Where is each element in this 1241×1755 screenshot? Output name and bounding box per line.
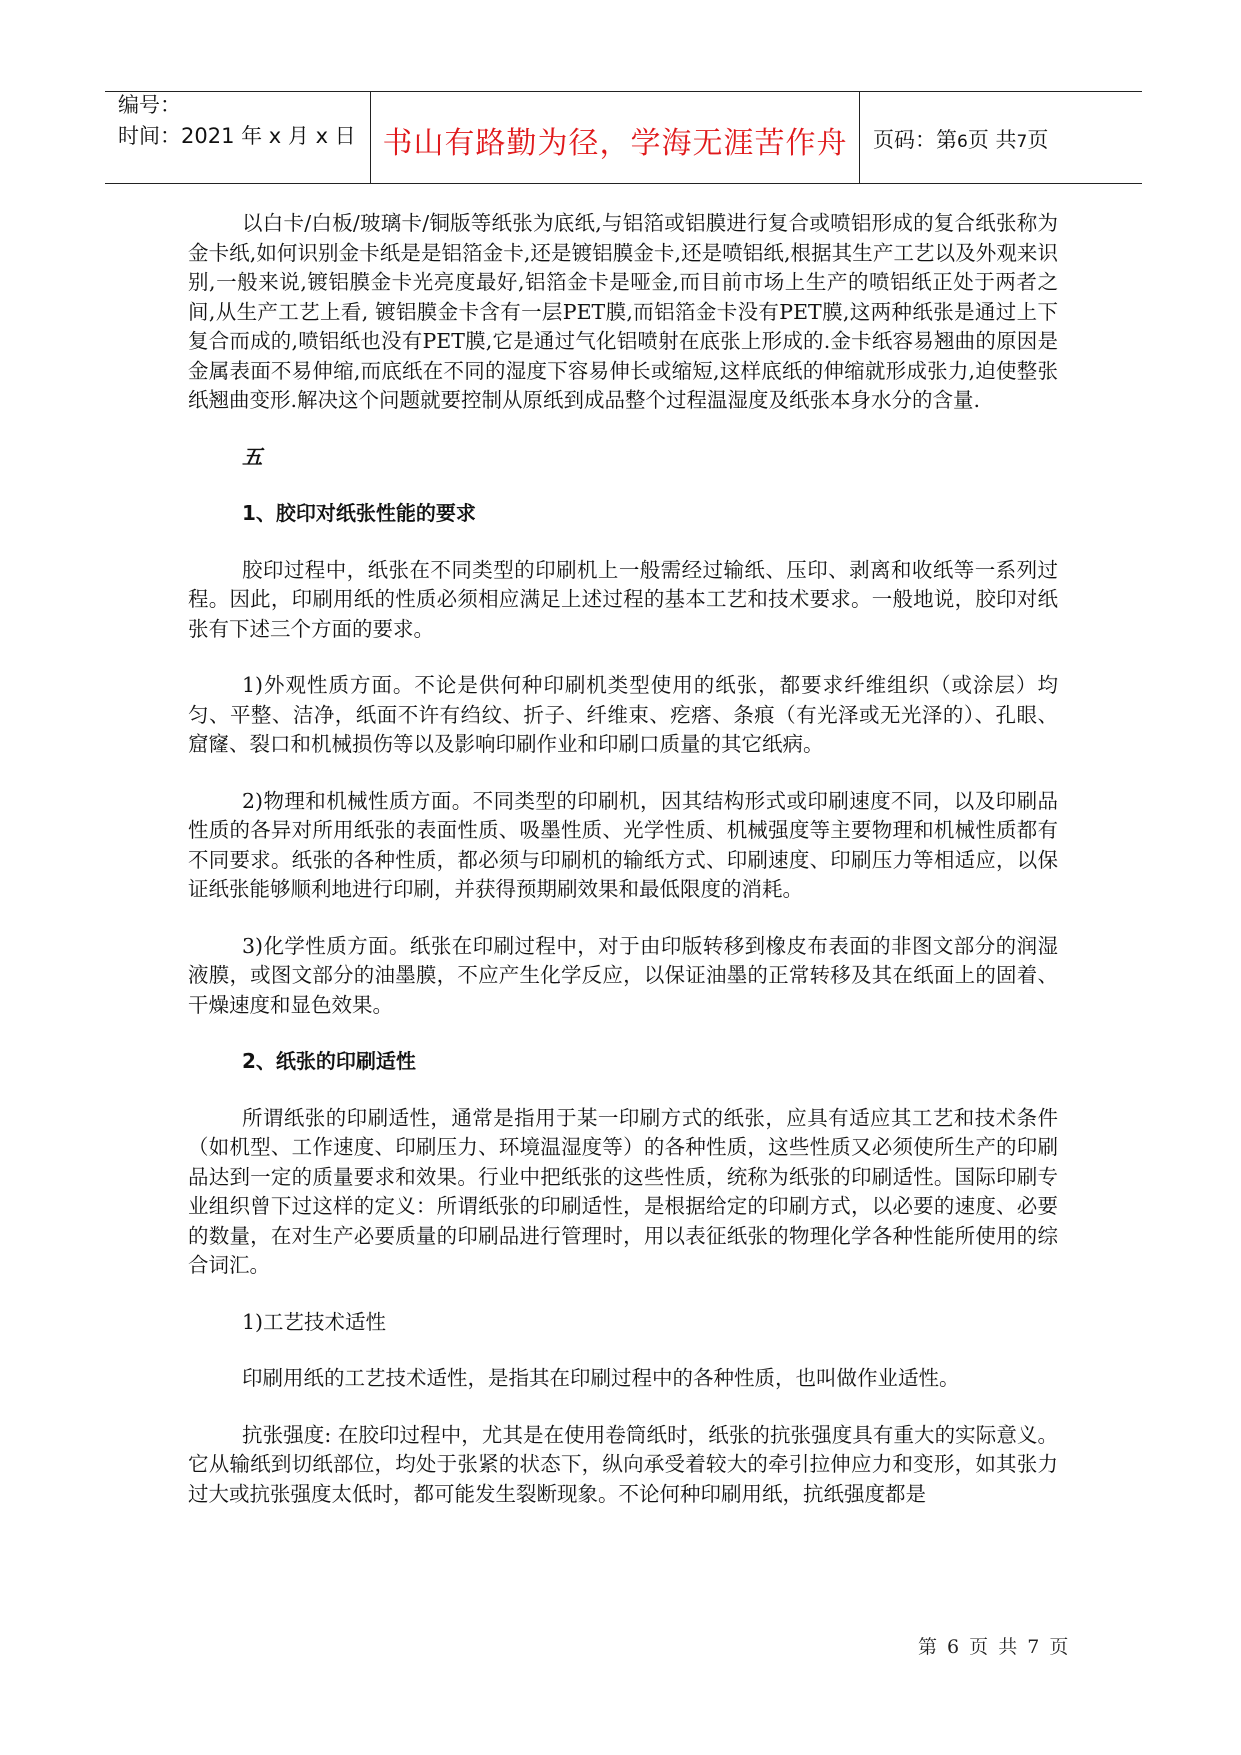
document-time: 时间：2021 年 x 月 x 日 [118,124,356,148]
document-number-label: 编号： [118,93,181,117]
paragraph-printability-definition: 所谓纸张的印刷适性，通常是指用于某一印刷方式的纸张，应具有适应其工艺和技术条件（如机型、工作速度、印刷压力、环境温湿度等）的各种性质，这些性质又必须使所生产的印刷品达到一定的质量要求和效果。行业中把纸张的这些性质，统称为纸张的印刷适性。国际印刷专业组织曾下过这样的定义：所谓纸张的印刷适性，是根据给定的印刷方式，以必要的速度、必要的数量，在对生产必要质量的印刷品进行管理时，用以表征纸张的物理化学各种性能所使用的综合词汇。 [188,1105,1058,1277]
paragraph-tensile-strength: 抗张强度: 在胶印过程中，尤其是在使用卷筒纸时，纸张的抗张强度具有重大的实际意义。它从输纸到切纸部位，均处于张紧的状态下，纵向承受着较大的牵引拉伸应力和变形，如其张力过大或抗张强度太低时，都可能发生裂断现象。不论何种印刷用纸，抗纸强度都是 [188,1422,1058,1506]
header-meta [118,90,356,152]
header-divider-left [370,91,371,183]
paragraph-process-suitability: 印刷用纸的工艺技术适性，是指其在印刷过程中的各种性质，也叫做作业适性。 [242,1366,960,1390]
document-body [188,209,1058,1509]
heading-printability: 2、纸张的印刷适性 [242,1049,416,1073]
page-suffix: 页 [1027,128,1049,152]
page-total: 7 [1016,132,1028,152]
paragraph-appearance: 1)外观性质方面。不论是供何种印刷机类型使用的纸张，都要求纤维组织（或涂层）均匀、平整、洁净，纸面不许有绉纹、折子、纤维束、疙瘩、条痕（有光泽或无光泽的）、孔眼、窟窿、裂口和机械损伤等以及影响印刷作业和印刷口质量的其它纸病。 [188,673,1058,756]
section-number-five: 五 [242,444,263,469]
header-page-indicator [873,124,1048,154]
paragraph-offset-process: 胶印过程中，纸张在不同类型的印刷机上一般需经过输纸、压印、剥离和收纸等一系列过程。因此，印刷用纸的性质必须相应满足上述过程的基本工艺和技术要求。一般地说，胶印对纸张有下述三个方面的要求。 [188,557,1058,641]
page-prefix: 页码：第 [873,128,957,152]
subheading-process-suitability: 1)工艺技术适性 [242,1309,387,1334]
page-current: 6 [957,132,968,152]
header-bottom-rule [105,183,1142,184]
header-divider-right [859,91,860,183]
paragraph-chemical: 3)化学性质方面。纸张在印刷过程中，对于由印版转移到橡皮布表面的非图文部分的润湿液膜，或图文部分的油墨膜，不应产生化学反应，以保证油墨的正常转移及其在纸面上的固着、干燥速度和显色效果。 [188,933,1058,1017]
page-mid: 页 共 [967,128,1017,152]
paragraph-physical-mechanical: 2)物理和机械性质方面。不同类型的印刷机，因其结构形式或印刷速度不同，以及印刷品性质的各异对所用纸张的表面性质、吸墨性质、光学性质、机械强度等主要物理和机械性质都有不同要求。纸张的各种性质，都必须与印刷机的输纸方式、印刷速度、印刷压力等相适应，以保证纸张能够顺利地进行印刷，并获得预期刷效果和最低限度的消耗。 [188,788,1058,901]
header-motto: 书山有路勤为径，学海无涯苦作舟 [382,126,848,161]
paragraph-gold-card: 以白卡/白板/玻璃卡/铜版等纸张为底纸,与铝箔或铝膜进行复合或喷铝形成的复合纸张称为金卡纸,如何识别金卡纸是是铝箔金卡,还是镀铝膜金卡,还是喷铝纸,根据其生产工艺以及外观来识别,一般来说,镀铝膜金卡光亮度最好,铝箔金卡是哑金,而目前市场上生产的喷铝纸正处于两者之间,从生产工艺上看, 镀铝膜金卡含有一层PET膜,而铝箔金卡没有PET膜,这两种纸张是通过上下复合而成的,喷铝纸也没有PET膜,它是通过气化铝喷射在底张上形成的.金卡纸容易翘曲的原因是金属表面不易伸缩,而底纸在不同的湿度下容易伸长或缩短,这样底纸的伸缩就形成张力,迫使整张纸翘曲变形.解决这个问题就要控制从原纸到成品整个过程温湿度及纸张本身水分的含量. [188,211,1058,412]
heading-offset-requirements: 1、胶印对纸张性能的要求 [242,501,476,525]
page-footer: 第 6 页 共 7 页 [918,1636,1071,1658]
